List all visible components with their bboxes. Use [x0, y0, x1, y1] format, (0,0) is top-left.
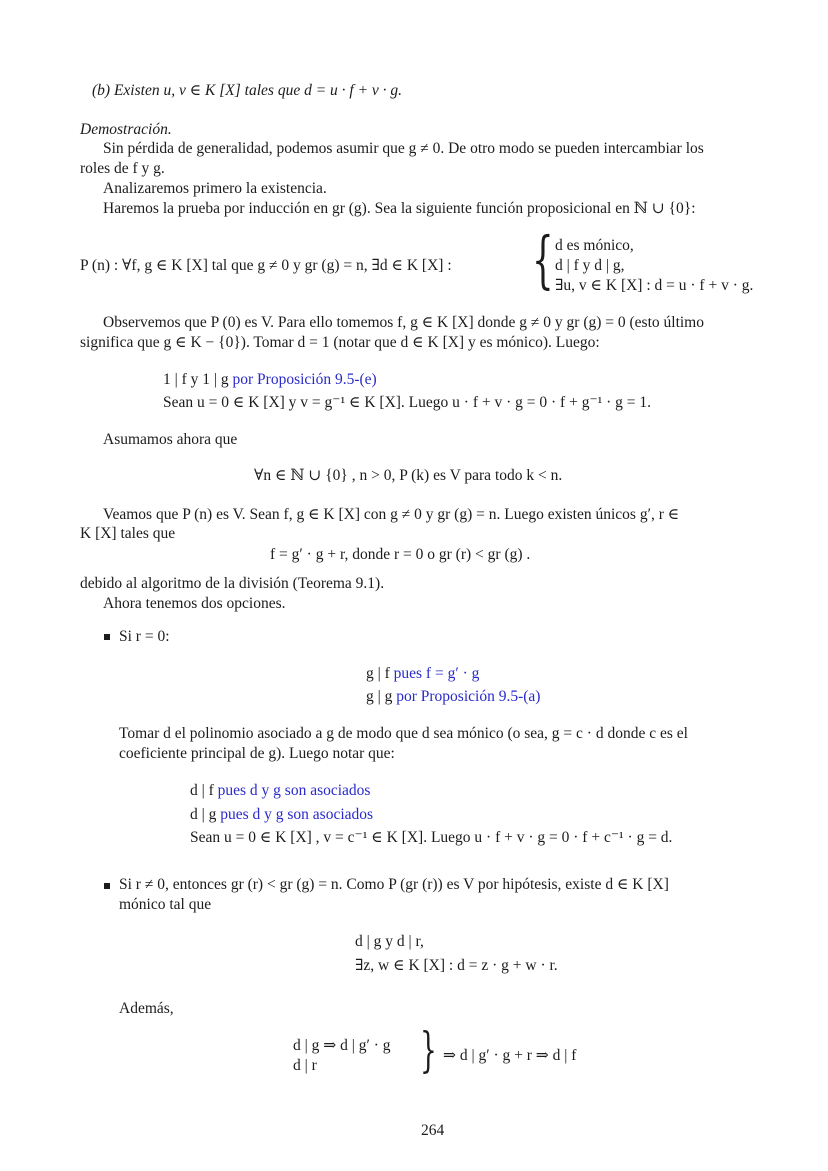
paragraph-1-line-2: roles de f y g. [80, 160, 165, 177]
paragraph-2: Analizaremos primero la existencia. [103, 180, 327, 197]
proof-label: Demostración. [80, 121, 172, 138]
case-1-step-1: d | f pues d y g son asociados [190, 782, 371, 799]
pn-case-3: ∃u, v ∈ K [X] : d = u · f + v · g. [555, 277, 754, 294]
base-line-1-math: 1 | f y 1 | g [163, 371, 229, 388]
induction-hypothesis: ∀n ∈ ℕ ∪ {0} , n > 0, P (k) es V para todo k < n. [254, 467, 563, 484]
system-conclusion: ⇒ d | g′ · g + r ⇒ d | f [443, 1047, 577, 1064]
case-1-text-line-1: Tomar d el polinomio asociado a g de modo que d sea mónico (o sea, g = c · d donde c es el [119, 725, 688, 742]
case-1-step-2: d | g pues d y g son asociados [190, 806, 374, 823]
paragraph-1-line-1: Sin pérdida de generalidad, podemos asumir que g ≠ 0. De otro modo se pueden intercambiar los [103, 140, 704, 157]
paragraph-4-line-2: significa que g ∈ K − {0}). Tomar d = 1 (notar que d ∈ K [X] y es mónico). Luego: [80, 334, 600, 351]
system-line-1: d | g ⇒ d | g′ · g [293, 1037, 391, 1054]
case-1-head: Si r = 0: [119, 628, 170, 645]
bullet-icon [104, 883, 110, 889]
paragraph-6-line-1: Veamos que P (n) es V. Sean f, g ∈ K [X] con g ≠ 0 y gr (g) = n. Luego existen únicos g′, r ∈ [103, 506, 680, 523]
case-1-text-line-2: coeficiente principal de g). Luego notar que: [119, 745, 395, 762]
system-line-2: d | r [293, 1057, 317, 1074]
left-brace: { [532, 223, 554, 296]
case-2-head-line-1: Si r ≠ 0, entonces gr (r) < gr (g) = n. Como P (gr (r)) es V por hipótesis, existe d ∈ K [X] [119, 876, 669, 893]
proposition-ref-9-5-e[interactable]: por Proposición 9.5-(e) [232, 371, 377, 388]
case-2-fact-1: d | g y d | r, [355, 933, 424, 950]
proposition-ref-9-5-a[interactable]: por Proposición 9.5-(a) [396, 688, 541, 705]
case-2-head-line-2: mónico tal que [119, 896, 212, 913]
pn-case-2: d | f y d | g, [555, 257, 625, 274]
paragraph-5: Asumamos ahora que [103, 431, 238, 448]
paragraph-4-line-1: Observemos que P (0) es V. Para ello tomemos f, g ∈ K [X] donde g ≠ 0 y gr (g) = 0 (esto último [103, 314, 704, 331]
case-1-derivation-2: g | g por Proposición 9.5-(a) [366, 688, 541, 705]
paragraph-6-line-2: K [X] tales que [80, 525, 176, 542]
page-number: 264 [421, 1122, 445, 1139]
justification-1: pues f = g′ · g [393, 665, 480, 682]
division-equation: f = g′ · g + r, donde r = 0 o gr (r) < gr (g) . [270, 546, 531, 563]
case-1-derivation-1: g | f pues f = g′ · g [366, 665, 480, 682]
case-1-step-3: Sean u = 0 ∈ K [X] , v = c⁻¹ ∈ K [X]. Luego u · f + v · g = 0 · f + c⁻¹ · g = d. [190, 829, 673, 846]
case-2-fact-2: ∃z, w ∈ K [X] : d = z · g + w · r. [355, 957, 558, 974]
base-line-1 [163, 370, 377, 390]
paragraph-7: debido al algoritmo de la división (Teorema 9.1). [80, 575, 385, 592]
pn-definition-lhs: P (n) : ∀f, g ∈ K [X] tal que g ≠ 0 y gr (g) = n, ∃d ∈ K [X] : [80, 257, 452, 274]
bullet-icon [104, 634, 110, 640]
paragraph-3: Haremos la prueba por inducción en gr (g). Sea la siguiente función proposicional en ℕ ∪ {0}: [103, 200, 696, 217]
pn-case-1: d es mónico, [555, 237, 634, 254]
base-line-2: Sean u = 0 ∈ K [X] y v = g⁻¹ ∈ K [X]. Luego u · f + v · g = 0 · f + g⁻¹ · g = 1. [163, 394, 652, 411]
ademas-text: Además, [119, 1000, 174, 1017]
right-brace: } [420, 1022, 437, 1078]
statement-b: (b) Existen u, v ∈ K [X] tales que d = u · f + v · g. [92, 82, 403, 99]
paragraph-8: Ahora tenemos dos opciones. [103, 595, 286, 612]
